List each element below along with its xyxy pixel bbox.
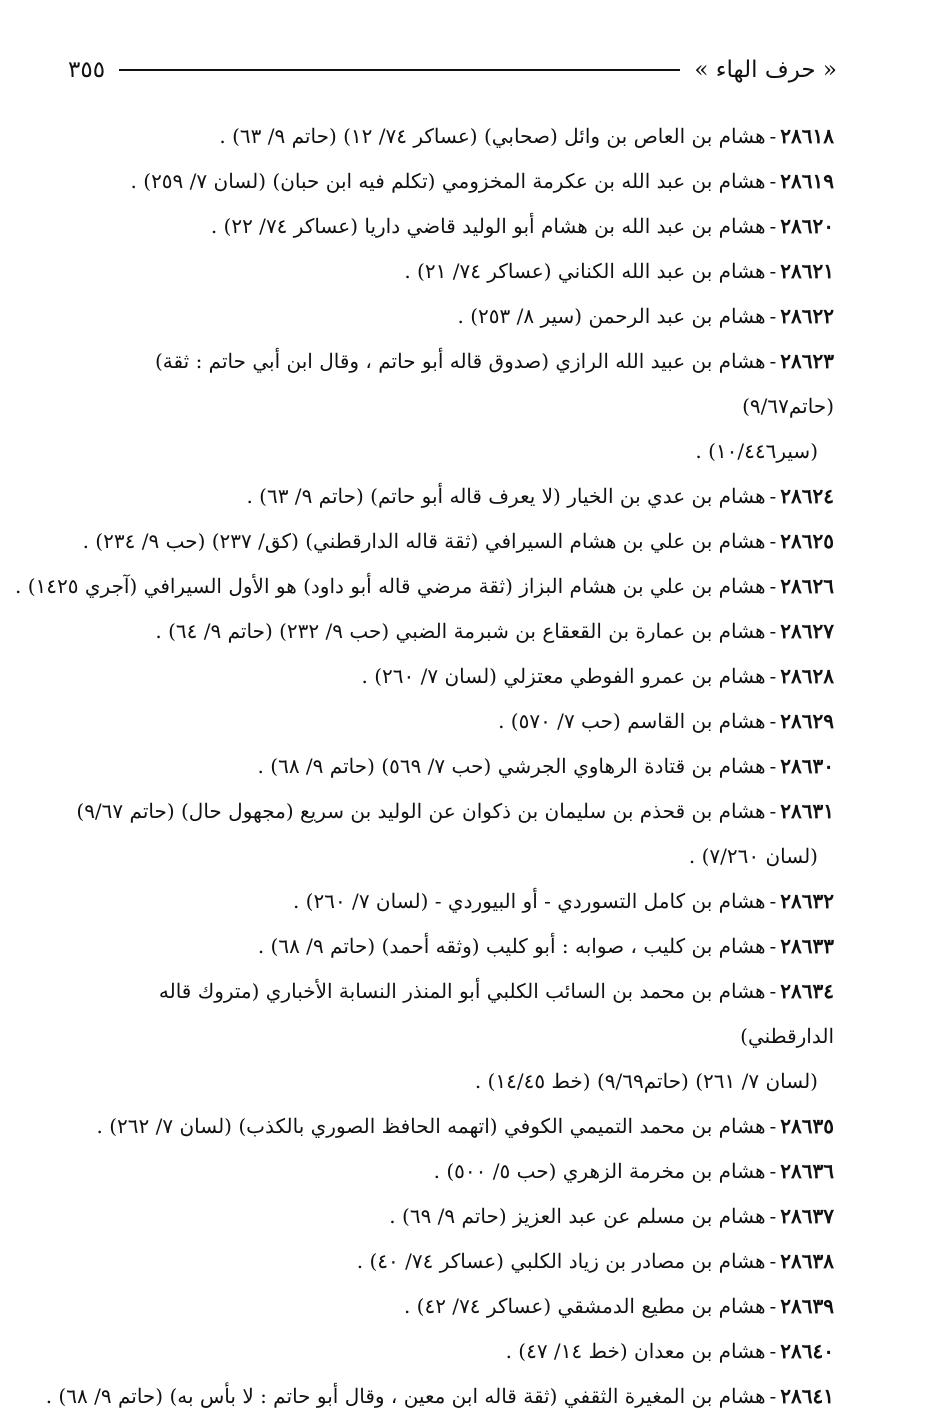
entry-item bbox=[70, 1194, 834, 1239]
entry-dash: - bbox=[769, 889, 777, 913]
entry-number: ٢٨٦٣٩ bbox=[780, 1294, 834, 1318]
entry-dash: - bbox=[769, 349, 777, 373]
entry-number: ٢٨٦٣٦ bbox=[780, 1159, 834, 1183]
entry-continuation: (سير١٠/٤٤٦) . bbox=[695, 439, 818, 463]
entry-text: هشام بن مسلم عن عبد العزيز (حاتم ٩/ ٦٩) . bbox=[389, 1204, 766, 1228]
entry-text: هشام بن عبد الرحمن (سير ٨/ ٢٥٣) . bbox=[457, 304, 766, 328]
entry-item bbox=[70, 789, 834, 879]
entry-text: هشام بن عمرو الفوطي معتزلي (لسان ٧/ ٢٦٠) . bbox=[361, 664, 766, 688]
entry-text: هشام بن عدي بن الخيار (لا يعرف قاله أبو حاتم) (حاتم ٩/ ٦٣) . bbox=[246, 484, 766, 508]
entry-item bbox=[70, 654, 834, 699]
entry-number: ٢٨٦٣٠ bbox=[780, 754, 834, 778]
entry-continuation: (لسان ٧/٢٦٠) . bbox=[688, 844, 818, 868]
entry-text: هشام بن عبد الله بن عكرمة المخزومي (تكلم فيه ابن حبان) (لسان ٧/ ٢٥٩) . bbox=[130, 169, 766, 193]
entry-dash: - bbox=[769, 124, 777, 148]
entry-dash: - bbox=[769, 304, 777, 328]
entry-item bbox=[70, 1329, 834, 1374]
entry-number: ٢٨٦٢٧ bbox=[780, 619, 834, 643]
entry-number: ٢٨٦٣٧ bbox=[780, 1204, 834, 1228]
entry-number: ٢٨٦٢٨ bbox=[780, 664, 834, 688]
entry-dash: - bbox=[769, 754, 777, 778]
entry-item bbox=[70, 474, 834, 519]
entry-number: ٢٨٦٤٠ bbox=[780, 1339, 834, 1363]
entry-number: ٢٨٦٣٨ bbox=[780, 1249, 834, 1273]
entry-text: هشام بن علي بن هشام البزاز (ثقة مرضي قاله أبو داود) هو الأول السيرافي (آجري ١٤٢٥) . bbox=[15, 574, 766, 598]
entry-dash: - bbox=[769, 1159, 777, 1183]
entry-text: هشام بن عمارة بن القعقاع بن شبرمة الضبي (حب ٩/ ٢٣٢) (حاتم ٩/ ٦٤) . bbox=[155, 619, 766, 643]
entry-number: ٢٨٦١٩ bbox=[780, 169, 834, 193]
entry-dash: - bbox=[769, 1249, 777, 1273]
entry-item bbox=[70, 609, 834, 654]
entry-text: هشام بن مطيع الدمشقي (عساكر ٧٤/ ٤٢) . bbox=[403, 1294, 766, 1318]
entry-text: هشام بن العاص بن وائل (صحابي) (عساكر ٧٤/ ١٢) (حاتم ٩/ ٦٣) . bbox=[219, 124, 766, 148]
entry-text: هشام بن محمد بن السائب الكلبي أبو المنذر النسابة الأخباري (متروك قاله الدارقطني) bbox=[158, 979, 834, 1048]
entry-item bbox=[70, 1149, 834, 1194]
entry-dash: - bbox=[769, 484, 777, 508]
entry-continuation: (لسان ٧/ ٢٦١) (حاتم٩/٦٩) (خط ١٤/٤٥) . bbox=[474, 1069, 818, 1093]
entry-item bbox=[15, 564, 834, 609]
entry-text: هشام بن القاسم (حب ٧/ ٥٧٠) . bbox=[498, 709, 766, 733]
entry-item bbox=[70, 204, 834, 249]
entry-number: ٢٨٦٣٣ bbox=[780, 934, 834, 958]
entry-item bbox=[70, 1104, 834, 1149]
entry-number: ٢٨٦٢٢ bbox=[780, 304, 834, 328]
entry-dash: - bbox=[769, 529, 777, 553]
entry-text: هشام بن قحذم بن سليمان بن ذكوان عن الوليد بن سريع (مجهول حال) (حاتم ٩/٦٧) bbox=[76, 799, 766, 823]
entry-item bbox=[70, 519, 834, 564]
entry-dash: - bbox=[769, 664, 777, 688]
entry-number: ٢٨٦٣٤ bbox=[780, 979, 834, 1003]
entry-dash: - bbox=[769, 574, 777, 598]
page-header bbox=[68, 50, 837, 90]
entry-text: هشام بن عبيد الله الرازي (صدوق قاله أبو حاتم ، وقال ابن أبي حاتم : ثقة) (حاتم٩/٦٧) bbox=[155, 349, 834, 418]
entry-text: هشام بن مخرمة الزهري (حب ٥/ ٥٠٠) . bbox=[433, 1159, 766, 1183]
entry-dash: - bbox=[769, 1384, 777, 1408]
entry-text: هشام بن المغيرة الثقفي (ثقة قاله ابن معين ، وقال أبو حاتم : لا بأس به) (حاتم ٩/ ٦٨) . bbox=[45, 1384, 766, 1408]
page-number: ٣٥٥ bbox=[68, 57, 106, 83]
entry-number: ٢٨٦٢٥ bbox=[780, 529, 834, 553]
entry-dash: - bbox=[769, 619, 777, 643]
entry-dash: - bbox=[769, 214, 777, 238]
entry-text: هشام بن معدان (خط ١٤/ ٤٧) . bbox=[505, 1339, 766, 1363]
entry-text: هشام بن عبد الله الكناني (عساكر ٧٤/ ٢١) . bbox=[404, 259, 766, 283]
entry-item bbox=[45, 1374, 834, 1419]
entry-item bbox=[70, 969, 834, 1104]
entry-dash: - bbox=[769, 979, 777, 1003]
entry-item bbox=[70, 159, 834, 204]
entry-item bbox=[70, 339, 834, 474]
entry-text: هشام بن عبد الله بن هشام أبو الوليد قاضي داريا (عساكر ٧٤/ ٢٢) . bbox=[210, 214, 766, 238]
entry-number: ٢٨٦٣٥ bbox=[780, 1114, 834, 1138]
entry-dash: - bbox=[769, 799, 777, 823]
entry-number: ٢٨٦١٨ bbox=[780, 124, 834, 148]
entry-number: ٢٨٦٣٢ bbox=[780, 889, 834, 913]
entry-item bbox=[70, 699, 834, 744]
entry-number: ٢٨٦٢٩ bbox=[780, 709, 834, 733]
entry-item bbox=[70, 1239, 834, 1284]
entry-text: هشام بن مصادر بن زياد الكلبي (عساكر ٧٤/ ٤٠) . bbox=[356, 1249, 766, 1273]
entry-dash: - bbox=[769, 1114, 777, 1138]
entry-text: هشام بن قتادة الرهاوي الجرشي (حب ٧/ ٥٦٩) (حاتم ٩/ ٦٨) . bbox=[257, 754, 766, 778]
entry-item bbox=[70, 114, 834, 159]
header-rule bbox=[119, 69, 680, 71]
entry-list bbox=[15, 114, 834, 1419]
entry-dash: - bbox=[769, 709, 777, 733]
entry-dash: - bbox=[769, 259, 777, 283]
entry-dash: - bbox=[769, 169, 777, 193]
entry-item bbox=[70, 1284, 834, 1329]
entry-number: ٢٨٦٢٣ bbox=[780, 349, 834, 373]
entry-dash: - bbox=[769, 1204, 777, 1228]
entry-item bbox=[70, 249, 834, 294]
entry-text: هشام بن كامل التسوردي - أو البيوردي - (لسان ٧/ ٢٦٠) . bbox=[292, 889, 766, 913]
entry-item bbox=[70, 294, 834, 339]
entry-dash: - bbox=[769, 1294, 777, 1318]
entry-item bbox=[70, 924, 834, 969]
entry-number: ٢٨٦٢٤ bbox=[780, 484, 834, 508]
entry-number: ٢٨٦٤١ bbox=[780, 1384, 834, 1408]
entry-number: ٢٨٦٢٦ bbox=[780, 574, 834, 598]
entry-text: هشام بن كليب ، صوابه : أبو كليب (وثقه أحمد) (حاتم ٩/ ٦٨) . bbox=[257, 934, 766, 958]
entry-text: هشام بن علي بن هشام السيرافي (ثقة قاله الدارقطني) (كق/ ٢٣٧) (حب ٩/ ٢٣٤) . bbox=[82, 529, 766, 553]
entry-number: ٢٨٦٢٠ bbox=[780, 214, 834, 238]
running-title: « حرف الهاء » bbox=[694, 57, 837, 83]
entry-item bbox=[70, 879, 834, 924]
entry-dash: - bbox=[769, 934, 777, 958]
entry-text: هشام بن محمد التميمي الكوفي (اتهمه الحافظ الصوري بالكذب) (لسان ٧/ ٢٦٢) . bbox=[96, 1114, 766, 1138]
entry-item bbox=[70, 744, 834, 789]
entry-number: ٢٨٦٢١ bbox=[780, 259, 834, 283]
entry-dash: - bbox=[769, 1339, 777, 1363]
entry-number: ٢٨٦٣١ bbox=[780, 799, 834, 823]
